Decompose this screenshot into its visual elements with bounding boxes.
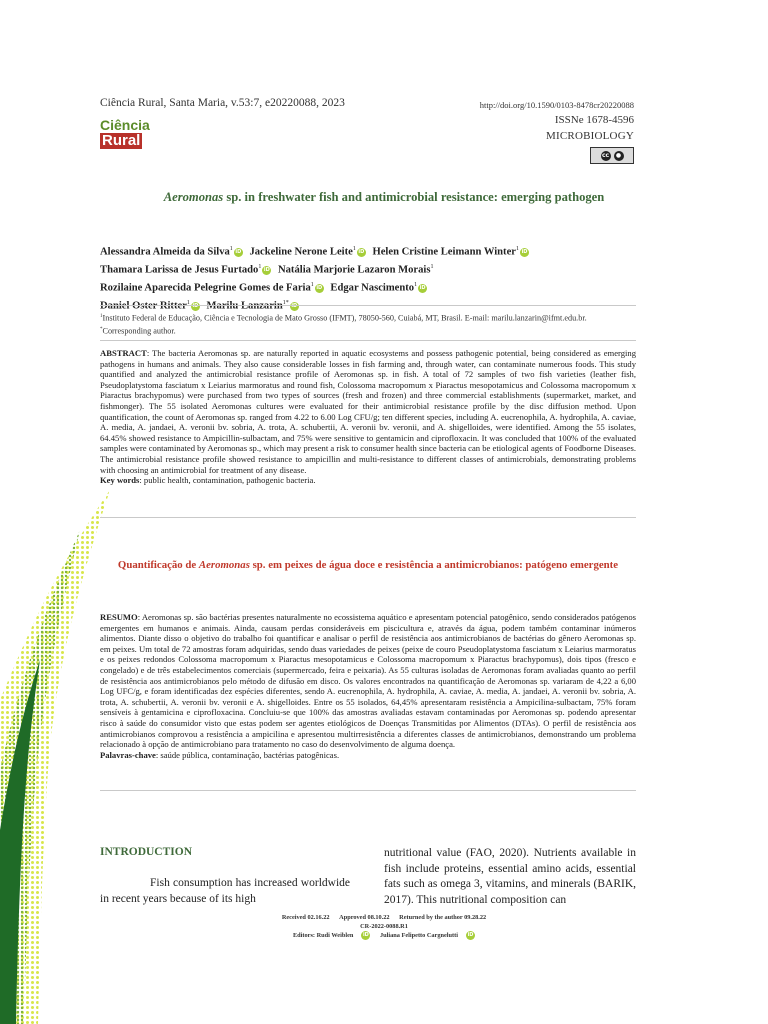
affiliation-line2: Corresponding author.: [102, 326, 176, 336]
received-date: Received 02.16.22: [281, 914, 330, 921]
title-genus: Aeromonas: [163, 190, 224, 204]
title-pt-rest: sp. em peixes de água doce e resistência a antimicrobianos: patógeno emergente: [249, 559, 619, 571]
author: Natália Marjorie Lazaron Morais: [277, 264, 431, 276]
author: Helen Cristine Leimann Winter: [372, 246, 516, 258]
orcid-icon[interactable]: iD: [358, 248, 365, 255]
editor-2: Juliana Felipetto Cargnelutti: [379, 932, 458, 940]
author-list: [100, 242, 640, 314]
author-sup: 1: [516, 246, 519, 252]
orcid-icon[interactable]: iD: [316, 284, 323, 291]
author-sup: 1: [430, 264, 434, 271]
doi-link[interactable]: http://doi.org/10.1590/0103-8478cr20220088: [479, 100, 634, 110]
affiliation-line1: Instituto Federal de Educação, Ciência e Tecnologia de Mato Grosso (IFMT), 78050-560, Cuiabá, MT, Brasil. E-mail: marilu.lanzarin@ifmt.edu.br.: [102, 313, 587, 323]
title-pt-prefix: Quantificação de: [117, 559, 199, 571]
orcid-icon[interactable]: iD: [362, 932, 369, 939]
orcid-icon[interactable]: iD: [521, 248, 528, 255]
logo-line2: Rural: [102, 132, 141, 149]
author: Daniel Oster Ritter: [100, 300, 187, 312]
intro-column-left: [100, 876, 350, 907]
abstract-label: ABSTRACT: [100, 348, 147, 358]
author-sup: 1: [186, 300, 190, 307]
title-rest: sp. in freshwater fish and antimicrobial resistance: emerging pathogen: [223, 190, 605, 204]
journal-citation: Ciência Rural, Santa Maria, v.53:7, e20220088, 2023: [100, 97, 345, 109]
article-footer: [100, 914, 668, 941]
keywords-label: Key words: [100, 475, 140, 486]
approved-date: Approved 08.10.22: [339, 914, 390, 921]
keywords: : public health, contamination, pathogenic bacteria.: [139, 475, 316, 486]
orcid-icon[interactable]: iD: [263, 266, 270, 273]
abstract-text: : The bacteria Aeromonas sp. are naturally reported in aquatic ecosystems and possess pathogenic potential, being considered as emerging pathogens in humans and animals. They also cause considerable losses in fish farming and, through water, can contaminate numerous foods. This study quantified and analyzed the antimicrobial resistance profile of Aeromonas sp. in fish. A total of 72 samples of two fish varieties (leather fish, Pseudoplatystoma fasciatum x Leiarius marmoratus and round fish, Colossoma macropomum x Piaractus mesopotamicus and Colossoma macropomum x Piaractus brachypomus) were purchased from two types of sources (fresh and frozen) and three commercial establishments (supermarket, market, and fishmonger). The 55 isolated Aeromonas cultures were evaluated for their antimicrobial resistance profile by the disc diffusion method. Upon quantification, the count of Aeromonas sp. ranged from 4.22 to 6.00 Log CFU/g; ten different species, including A. eucrenophila, A. hydrophila, A. caviae, A. media, A. jandaei, A. veronii bv. sobria, A. trota, A. schubertii, A. veronii bv. veronii, and A. shigelloides, were identified. Among the 55 isolates, 64.45% showed resistance to Ampicillin-sulbactam, and 75% were sensitive to gentamicin and ciprofloxacin. It was concluded that 100% of the evaluated samples were contaminated by Aeromonas sp., which may present a risk to consumer health since bacteria can be etiological agents of Foodborne Diseases. The antimicrobial resistance profile showed resistance to ampicillin and multi-resistance to different classes of antimicrobials, demonstrating problems with choosing an antimicrobial for treatment of any disease.: [100, 348, 636, 475]
author: Edgar Nascimento: [330, 282, 415, 294]
author-sup: 1: [352, 246, 356, 252]
returned-date: Returned by the author 09.28.22: [399, 914, 487, 921]
orcid-icon[interactable]: iD: [192, 302, 199, 309]
author: Rozilaine Aparecida Pelegrine Gomes de Faria: [100, 282, 311, 294]
divider: [100, 790, 636, 791]
article-title: [100, 190, 668, 205]
author-sup: 1: [310, 282, 314, 289]
affiliation: $^1$Instituto Federal de Educação, Ciência e Tecnologia de Mato Grosso (IFMT), 78050-560, Cuiabá, MT, Brasil. E-mail: marilu.lanzarin@ifmt.edu.br. *Corresponding author.: [100, 313, 587, 336]
divider: [100, 305, 636, 306]
divider: [100, 517, 636, 518]
resumo: [100, 612, 636, 760]
intro-paragraph: nutritional value (FAO, 2020). Nutrients available in fish include proteins, essential amino acids, essential fats such as omega 3, vitamins, and minerals (BARIK, 2017). This nutritional composition can: [384, 847, 636, 906]
logo-line1: Ciência: [100, 117, 150, 133]
resumo-label: RESUMO: [100, 612, 138, 622]
section-label: MICROBIOLOGY: [546, 130, 634, 142]
manuscript-code: CR-2022-0088.R1: [360, 922, 408, 930]
author: Thamara Larissa de Jesus Furtado: [100, 264, 259, 276]
author-sup: 1: [258, 264, 262, 271]
issn: ISSNe 1678-4596: [554, 114, 634, 126]
cc-icon: cc: [601, 152, 610, 159]
article-title-portuguese: [100, 559, 636, 571]
introduction-heading: INTRODUCTION: [100, 846, 193, 858]
orcid-icon[interactable]: iD: [291, 302, 298, 309]
abstract: [100, 348, 636, 486]
author-sup: 1*: [282, 300, 289, 307]
cc-by-icon[interactable]: [590, 147, 634, 164]
ciencia-rural-logo: [100, 118, 156, 152]
divider: [100, 340, 636, 341]
author: Marilu Lanzarin: [206, 300, 283, 312]
author-sup: 1: [414, 282, 418, 289]
author: Alessandra Almeida da Silva: [100, 246, 230, 258]
orcid-icon[interactable]: iD: [467, 932, 474, 939]
author: Jackeline Nerone Leite: [249, 246, 353, 258]
palavras-chave-label: Palavras-chave: [100, 749, 156, 760]
orcid-icon[interactable]: iD: [419, 284, 426, 291]
palavras-chave: : saúde pública, contaminação, bactérias patogênicas.: [155, 749, 340, 760]
orcid-icon[interactable]: iD: [235, 248, 242, 255]
intro-paragraph: Fish consumption has increased worldwide in recent years because of its high: [100, 877, 350, 905]
editors: Editors: Rudi Weiblen: [292, 932, 354, 940]
intro-column-right: [384, 846, 636, 908]
resumo-text: : Aeromonas sp. são bactérias presentes naturalmente no ecossistema aquático e apresentam potencial patogênico, sendo considerados patógenos emergentes em humanos e animais. Ainda, causam perdas consideráveis em piscicultura e, através da água, podem também contaminar inúmeros alimentos. Diante disso o objetivo do trabalho foi quantificar e analisar o perfil de resistência aos antimicrobianos de bactérias do gênero Aeromonas sp. em peixes. Um total de 72 amostras foram adquiridas, sendo duas variedades de peixes (peixe de couro Pseudoplatystoma fasciatum x Leiarius marmoratus e os peixes redondos Colossoma macropomum x Piaractus mesopotamicus e Colossoma macropomum x Piaractus brachypomus), dois tipos (fresco e congelado) e de três estabelecimentos comerciais (supermercado, feira e peixaria). As 55 culturas isoladas de Aeromonas foram avaliadas quanto ao perfil de resistência aos antimicrobianos pelo método de difusão em disco. Os valores encontrados na quantificação de Aeromonas sp. variaram de 4,22 a 6,00 Log UFC/g, e foram identificadas dez espécies diferentes, sendo A. eucrenophila, A. hydrophila, A. caviae, A. media, A. jandaei, A. veronii bv. sobria, A. trota, A. schubertii, A. veronii bv. veronii e A. shigelloides. Entre os 55 isolados, 64,45% apresentaram resistência a Ampicilina-sulbactam, 75% foram sensíveis à gentamicina e ciprofloxacina. Concluiu-se que 100% das amostras avaliadas estavam contaminadas por Aeromonas sp. podendo apresentar risco à saúde do consumidor visto que estas podem ser agentes etiológicos de Doenças Transmitidas por Alimentos (DTAs). O perfil de resistência aos antimicrobianos comprovou a resistência a ampicilina e apresentou multirresistência a diferentes classes de antimicrobianos, demonstrando um problema relacionado à opção de antimicrobiano para tratamento no caso do desenvolvimento de alguma doença.: [100, 612, 636, 750]
by-icon: ●: [614, 151, 624, 161]
title-pt-genus: Aeromonas: [198, 559, 250, 571]
author-sup: 1: [229, 246, 233, 252]
